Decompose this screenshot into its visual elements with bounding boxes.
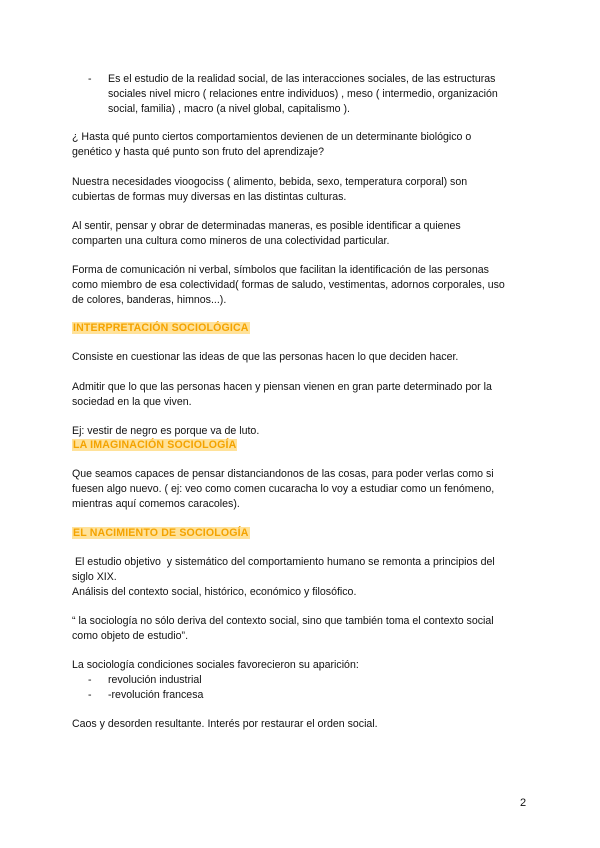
list-item-text: revolución industrial bbox=[108, 674, 202, 686]
bullet-marker: - bbox=[88, 689, 92, 701]
paragraph-caos: Caos y desorden resultante. Interés por restaurar el orden social. bbox=[72, 718, 378, 730]
list-item-text: -revolución francesa bbox=[108, 689, 204, 701]
bullet-marker: - bbox=[88, 674, 92, 686]
bullet-marker: - bbox=[88, 73, 92, 85]
paragraph-question: ¿ Hasta qué punto ciertos comportamientos devienen de un determinante biológico o genético y hasta qué punto son fruto del aprendizaje? bbox=[72, 131, 472, 159]
paragraph-conditions: La sociología condiciones sociales favorecieron su aparición: bbox=[72, 659, 359, 671]
paragraph-example: Ej: vestir de negro es porque va de luto. bbox=[72, 425, 260, 437]
paragraph-feel: Al sentir, pensar y obrar de determinadas maneras, es posible identificar a quienes comparten una cultura como mineros de una colectividad particular. bbox=[72, 220, 461, 248]
paragraph-estudio: El estudio objetivo y sistemático del comportamiento humano se remonta a principios del siglo XIX. Análisis del contexto social, histórico, económico y filosófico. bbox=[72, 556, 495, 599]
paragraph-seamos: Que seamos capaces de pensar distanciandonos de las cosas, para poder verlas como si fuesen algo nuevo. ( ej: veo como comen cucaracha lo voy a estudiar como un fenómeno, mientras aquí comemos caracoles). bbox=[72, 468, 495, 511]
page-number: 2 bbox=[520, 797, 527, 809]
heading-interpretacion bbox=[72, 321, 532, 336]
paragraph-needs: Nuestra necesidades vioogociss ( alimento, bebida, sexo, temperatura corporal) son cubiertas de formas muy diversas en las distintas culturas. bbox=[72, 176, 468, 204]
bullet-text: Es el estudio de la realidad social, de las interacciones sociales, de las estructuras sociales nivel micro ( relaciones entre individuos) , meso ( intermedio, organización social, familia) , macro (a nivel global, capitalismo ). bbox=[108, 73, 498, 116]
section-heading: INTERPRETACIÓN SOCIOLÓGICA bbox=[73, 322, 249, 334]
paragraph-consiste: Consiste en cuestionar las ideas de que las personas hacen lo que deciden hacer. bbox=[72, 351, 459, 363]
section-heading: LA IMAGINACIÓN SOCIOLOGÍA bbox=[73, 439, 237, 451]
paragraph-communication: Forma de comunicación ni verbal, símbolos que facilitan la identificación de las personas como miembro de esa colectividad( formas de saludo, vestimentas, adornos corporales, uso de colores, banderas, himnos...). bbox=[72, 264, 505, 307]
heading-imaginacion bbox=[72, 438, 532, 453]
section-heading: EL NACIMIENTO DE SOCIOLOGÍA bbox=[73, 527, 249, 539]
heading-nacimiento bbox=[72, 526, 532, 541]
paragraph-admitir: Admitir que lo que las personas hacen y piensan vienen en gran parte determinado por la sociedad en la que viven. bbox=[72, 381, 492, 409]
paragraph-quote: “ la sociología no sólo deriva del contexto social, sino que también toma el contexto social como objeto de estudio”. bbox=[72, 615, 494, 643]
